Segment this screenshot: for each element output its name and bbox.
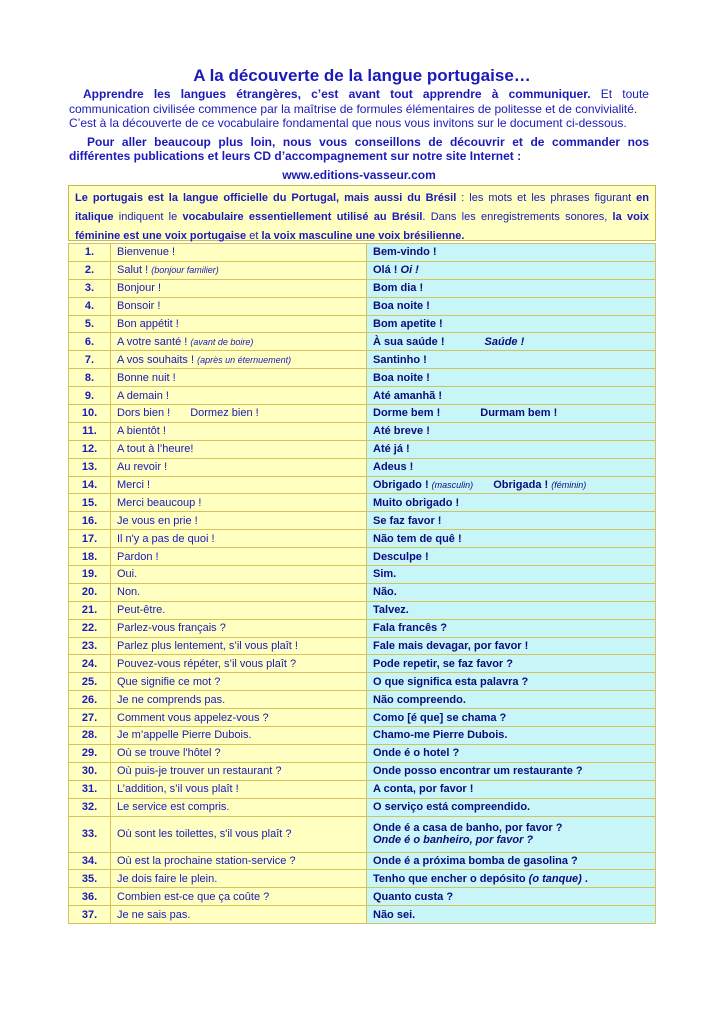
table-row	[69, 244, 656, 262]
intro	[69, 87, 649, 182]
table-row	[69, 387, 656, 405]
portuguese-note: (masculin)	[431, 480, 474, 491]
french-cell	[111, 798, 367, 816]
info-box-e: vocabulaire essentiellement utilisé au Brésil	[182, 211, 423, 223]
portuguese-text: Boa noite !	[373, 300, 430, 313]
portuguese-text: O serviço está compreendido.	[373, 801, 531, 814]
portuguese-note-2: (féminin)	[551, 480, 587, 491]
row-number: 13.	[69, 458, 111, 476]
row-number: 30.	[69, 762, 111, 780]
row-number: 25.	[69, 673, 111, 691]
row-number: 27.	[69, 709, 111, 727]
french-text: Je ne sais pas.	[117, 908, 191, 921]
table-row	[69, 637, 656, 655]
french-cell	[111, 816, 367, 852]
website-link[interactable]: www.editions-vasseur.com	[282, 167, 436, 182]
table-row	[69, 816, 656, 852]
french-cell	[111, 637, 367, 655]
portuguese-cell	[367, 297, 656, 315]
french-text: Comment vous appelez-vous ?	[117, 711, 269, 724]
row-number: 14.	[69, 476, 111, 494]
portuguese-cell	[367, 315, 656, 333]
row-number: 15.	[69, 494, 111, 512]
table-row	[69, 583, 656, 601]
portuguese-text: A conta, por favor !	[373, 783, 474, 796]
french-text: Parlez plus lentement, s’il vous plaît !	[117, 640, 298, 653]
portuguese-text: Bom dia !	[373, 282, 424, 295]
table-row	[69, 673, 656, 691]
portuguese-text: Pode repetir, se faz favor ?	[373, 657, 513, 670]
portuguese-text: Chamo-me Pierre Dubois.	[373, 729, 508, 742]
portuguese-cell	[367, 566, 656, 584]
portuguese-text: Dorme bem !	[373, 407, 441, 420]
french-text: Bonne nuit !	[117, 371, 176, 384]
french-cell	[111, 315, 367, 333]
french-text: Où se trouve l'hôtel ?	[117, 747, 221, 760]
row-number: 8.	[69, 369, 111, 387]
portuguese-text-2: Obrigada !	[493, 479, 549, 492]
portuguese-text: Tenho que encher o depósito	[373, 872, 526, 885]
portuguese-cell	[367, 369, 656, 387]
table-row	[69, 261, 656, 279]
french-cell	[111, 601, 367, 619]
row-number: 37.	[69, 906, 111, 924]
row-number: 2.	[69, 261, 111, 279]
french-text: Bonjour !	[117, 282, 162, 295]
table-row	[69, 691, 656, 709]
portuguese-cell	[367, 619, 656, 637]
table-row	[69, 619, 656, 637]
portuguese-text: Até já !	[373, 443, 410, 456]
portuguese-cell	[367, 655, 656, 673]
table-row	[69, 530, 656, 548]
table-row	[69, 351, 656, 369]
portuguese-brazil-line: Onde é o banheiro, por favor ?	[373, 834, 534, 846]
french-cell	[111, 619, 367, 637]
intro-paragraph-1	[69, 87, 649, 116]
french-text: Il n'y a pas de quoi !	[117, 532, 215, 545]
french-text: Je vous en prie !	[117, 514, 198, 527]
row-number: 29.	[69, 744, 111, 762]
portuguese-cell	[367, 691, 656, 709]
portuguese-text: Não sei.	[373, 908, 416, 921]
table-row	[69, 315, 656, 333]
french-text: Merci beaucoup !	[117, 496, 202, 509]
french-cell	[111, 548, 367, 566]
french-cell	[111, 297, 367, 315]
french-cell	[111, 494, 367, 512]
portuguese-text: Santinho !	[373, 353, 427, 366]
french-cell	[111, 244, 367, 262]
table-row	[69, 458, 656, 476]
row-number: 5.	[69, 315, 111, 333]
row-number: 36.	[69, 888, 111, 906]
table-row	[69, 369, 656, 387]
french-text: Le service est compris.	[117, 801, 230, 814]
row-number: 34.	[69, 852, 111, 870]
french-cell	[111, 583, 367, 601]
portuguese-cell	[367, 279, 656, 297]
table-row	[69, 566, 656, 584]
french-cell	[111, 458, 367, 476]
portuguese-cell	[367, 387, 656, 405]
french-text: Que signifie ce mot ?	[117, 675, 221, 688]
portuguese-text: O que significa esta palavra ?	[373, 675, 529, 688]
portuguese-cell	[367, 798, 656, 816]
portuguese-text: Sim.	[373, 568, 397, 581]
portuguese-cell	[367, 422, 656, 440]
portuguese-text: Onde posso encontrar um restaurante ?	[373, 765, 583, 778]
french-cell	[111, 405, 367, 423]
portuguese-cell	[367, 870, 656, 888]
french-text: Combien est-ce que ça coûte ?	[117, 890, 270, 903]
portuguese-text-2: Durmam bem !	[480, 407, 558, 420]
french-text: Peut-être.	[117, 604, 166, 617]
table-row	[69, 512, 656, 530]
portuguese-cell	[367, 637, 656, 655]
portuguese-cell	[367, 440, 656, 458]
table-row	[69, 744, 656, 762]
portuguese-cell	[367, 351, 656, 369]
french-text: Où est la prochaine station-service ?	[117, 854, 296, 867]
table-row	[69, 727, 656, 745]
row-number: 26.	[69, 691, 111, 709]
phrase-table	[68, 243, 656, 924]
french-cell	[111, 744, 367, 762]
french-text: Pardon !	[117, 550, 159, 563]
portuguese-text: Muito obrigado !	[373, 496, 460, 509]
row-number: 9.	[69, 387, 111, 405]
french-note: (bonjour familier)	[151, 265, 219, 276]
french-text: A vos souhaits !	[117, 353, 195, 366]
row-number: 11.	[69, 422, 111, 440]
french-text: Salut !	[117, 264, 149, 277]
portuguese-cell	[367, 762, 656, 780]
french-text: Bon appétit !	[117, 318, 179, 330]
portuguese-cell	[367, 744, 656, 762]
french-cell	[111, 369, 367, 387]
french-cell	[111, 566, 367, 584]
info-box-h: et	[246, 230, 262, 242]
portuguese-cell	[367, 244, 656, 262]
row-number: 35.	[69, 870, 111, 888]
portuguese-cell	[367, 780, 656, 798]
portuguese-text: Não compreendo.	[373, 693, 466, 706]
info-box-g: la voix féminine est une voix portugaise	[75, 211, 649, 242]
row-number: 18.	[69, 548, 111, 566]
french-cell	[111, 512, 367, 530]
table-row	[69, 709, 656, 727]
info-box	[68, 185, 656, 241]
french-cell	[111, 888, 367, 906]
intro-paragraph-2: Pour aller beaucoup plus loin, nous vous conseillons de découvrir et de commander nos différentes publications et leurs CD d’accompagnement sur notre site Internet :	[69, 134, 649, 163]
french-cell	[111, 261, 367, 279]
french-cell	[111, 727, 367, 745]
french-cell	[111, 762, 367, 780]
row-number: 12.	[69, 440, 111, 458]
french-text: Parlez-vous français ?	[117, 622, 226, 635]
table-row	[69, 888, 656, 906]
row-number: 19.	[69, 566, 111, 584]
row-number: 33.	[69, 816, 111, 852]
french-cell	[111, 333, 367, 351]
table-row	[69, 422, 656, 440]
portuguese-brazil: (o tanque)	[528, 872, 582, 885]
french-text: Où sont les toilettes, s'il vous plaît ?	[117, 828, 292, 840]
portuguese-cell	[367, 261, 656, 279]
french-text: Où puis-je trouver un restaurant ?	[117, 765, 282, 778]
french-cell	[111, 852, 367, 870]
intro-paragraph-1b: C’est à la découverte de ce vocabulaire fondamental que nous vous invitons sur le document ci-dessous.	[69, 116, 627, 130]
portuguese-tail: .	[581, 872, 588, 885]
page-title: A la découverte de la langue portugaise…	[193, 66, 531, 85]
portuguese-text: Fale mais devagar, por favor !	[373, 640, 529, 653]
french-text: A tout à l’heure!	[117, 443, 194, 456]
portuguese-cell	[367, 548, 656, 566]
french-note: (avant de boire)	[190, 336, 254, 347]
row-number: 31.	[69, 780, 111, 798]
row-number: 28.	[69, 727, 111, 745]
french-text: A bientôt !	[117, 425, 166, 438]
french-cell	[111, 780, 367, 798]
portuguese-cell	[367, 512, 656, 530]
row-number: 21.	[69, 601, 111, 619]
row-number: 20.	[69, 583, 111, 601]
french-cell	[111, 906, 367, 924]
portuguese-text: Onde é a próxima bomba de gasolina ?	[373, 854, 578, 867]
french-text: Je ne comprends pas.	[117, 693, 226, 706]
portuguese-text: Talvez.	[373, 604, 409, 617]
info-box-b: : les mots et les phrases figurant	[456, 192, 637, 204]
info-box-a: Le portugais est la langue officielle du Portugal, mais aussi du Brésil	[75, 192, 457, 204]
portuguese-text: Obrigado !	[373, 479, 429, 492]
row-number: 4.	[69, 297, 111, 315]
french-cell	[111, 440, 367, 458]
portuguese-brazil: Saúde !	[484, 335, 525, 348]
portuguese-text: Olá !	[373, 264, 398, 277]
row-number: 6.	[69, 333, 111, 351]
portuguese-cell	[367, 405, 656, 423]
table-row	[69, 906, 656, 924]
portuguese-cell	[367, 709, 656, 727]
french-cell	[111, 691, 367, 709]
portuguese-text: Bem-vindo !	[373, 246, 437, 259]
table-row	[69, 297, 656, 315]
row-number: 23.	[69, 637, 111, 655]
french-cell	[111, 387, 367, 405]
french-text: A demain !	[117, 389, 169, 402]
row-number: 32.	[69, 798, 111, 816]
french-text-2: Dormez bien !	[190, 407, 259, 420]
table-row	[69, 440, 656, 458]
portuguese-cell	[367, 601, 656, 619]
portuguese-cell	[367, 333, 656, 351]
table-row	[69, 870, 656, 888]
portuguese-cell	[367, 583, 656, 601]
table-row	[69, 476, 656, 494]
french-cell	[111, 422, 367, 440]
french-cell	[111, 673, 367, 691]
portuguese-cell	[367, 816, 656, 852]
row-number: 1.	[69, 244, 111, 262]
row-number: 22.	[69, 619, 111, 637]
french-cell	[111, 870, 367, 888]
french-text: Oui.	[117, 568, 138, 581]
portuguese-cell	[367, 888, 656, 906]
portuguese-text: À sua saúde !	[373, 335, 445, 348]
french-text: L’addition, s’il vous plaît !	[117, 783, 239, 796]
portuguese-text: Como [é que] se chama ?	[373, 711, 507, 724]
portuguese-text: Onde é o hotel ?	[373, 747, 460, 760]
portuguese-text: Até amanhã !	[373, 389, 443, 402]
french-cell	[111, 279, 367, 297]
row-number: 10.	[69, 405, 111, 423]
portuguese-cell	[367, 906, 656, 924]
portuguese-text: Onde é a casa de banho, por favor ?	[373, 822, 563, 834]
french-text: Non.	[117, 586, 141, 599]
table-row	[69, 333, 656, 351]
intro-lead-rest: Et toute communication civilisée commence par la maîtrise de formules élémentaires de politesse et de convivialité.	[69, 87, 649, 116]
portuguese-cell	[367, 530, 656, 548]
portuguese-brazil: Oi !	[400, 264, 419, 277]
french-text: Bonsoir !	[117, 300, 161, 313]
table-row	[69, 852, 656, 870]
row-number: 17.	[69, 530, 111, 548]
portuguese-text: Até breve !	[373, 425, 430, 438]
portuguese-cell	[367, 476, 656, 494]
portuguese-text: Fala francês ?	[373, 622, 447, 635]
portuguese-cell	[367, 673, 656, 691]
info-box-i: la voix masculine une voix brésilienne.	[261, 230, 465, 242]
portuguese-text: Não.	[373, 586, 397, 599]
table-row	[69, 798, 656, 816]
table-row	[69, 655, 656, 673]
info-box-c: en italique	[75, 192, 650, 223]
french-text: Bienvenue !	[117, 246, 176, 259]
french-text: A votre santé !	[117, 335, 188, 348]
table-row	[69, 279, 656, 297]
french-text: Dors bien !	[117, 407, 171, 420]
portuguese-cell	[367, 494, 656, 512]
french-text: Pouvez-vous répéter, s’il vous plaît ?	[117, 657, 297, 670]
portuguese-text: Se faz favor !	[373, 514, 442, 527]
french-text: Je dois faire le plein.	[117, 872, 218, 885]
portuguese-text: Bom apetite !	[373, 318, 443, 330]
table-row	[69, 494, 656, 512]
row-number: 3.	[69, 279, 111, 297]
row-number: 24.	[69, 655, 111, 673]
table-row	[69, 601, 656, 619]
french-note: (après un éternuement)	[197, 354, 292, 365]
french-cell	[111, 476, 367, 494]
info-box-f: . Dans les enregistrements sonores,	[422, 211, 613, 223]
portuguese-text: Boa noite !	[373, 371, 430, 384]
portuguese-cell	[367, 852, 656, 870]
table-row	[69, 762, 656, 780]
info-box-d: indiquent le	[113, 211, 183, 223]
portuguese-text: Adeus !	[373, 461, 414, 474]
french-cell	[111, 530, 367, 548]
table-row	[69, 780, 656, 798]
row-number: 16.	[69, 512, 111, 530]
table-row	[69, 405, 656, 423]
portuguese-text: Desculpe !	[373, 550, 429, 563]
french-text: Merci !	[117, 479, 150, 492]
portuguese-cell	[367, 727, 656, 745]
portuguese-cell	[367, 458, 656, 476]
french-text: Au revoir !	[117, 461, 168, 474]
french-cell	[111, 655, 367, 673]
intro-lead: Apprendre les langues étrangères, c’est avant tout apprendre à communiquer.	[83, 87, 591, 101]
table-row	[69, 548, 656, 566]
portuguese-text: Quanto custa ?	[373, 890, 454, 903]
french-cell	[111, 351, 367, 369]
french-text: Je m’appelle Pierre Dubois.	[117, 729, 252, 742]
portuguese-text: Não tem de quê !	[373, 532, 462, 545]
row-number: 7.	[69, 351, 111, 369]
french-cell	[111, 709, 367, 727]
